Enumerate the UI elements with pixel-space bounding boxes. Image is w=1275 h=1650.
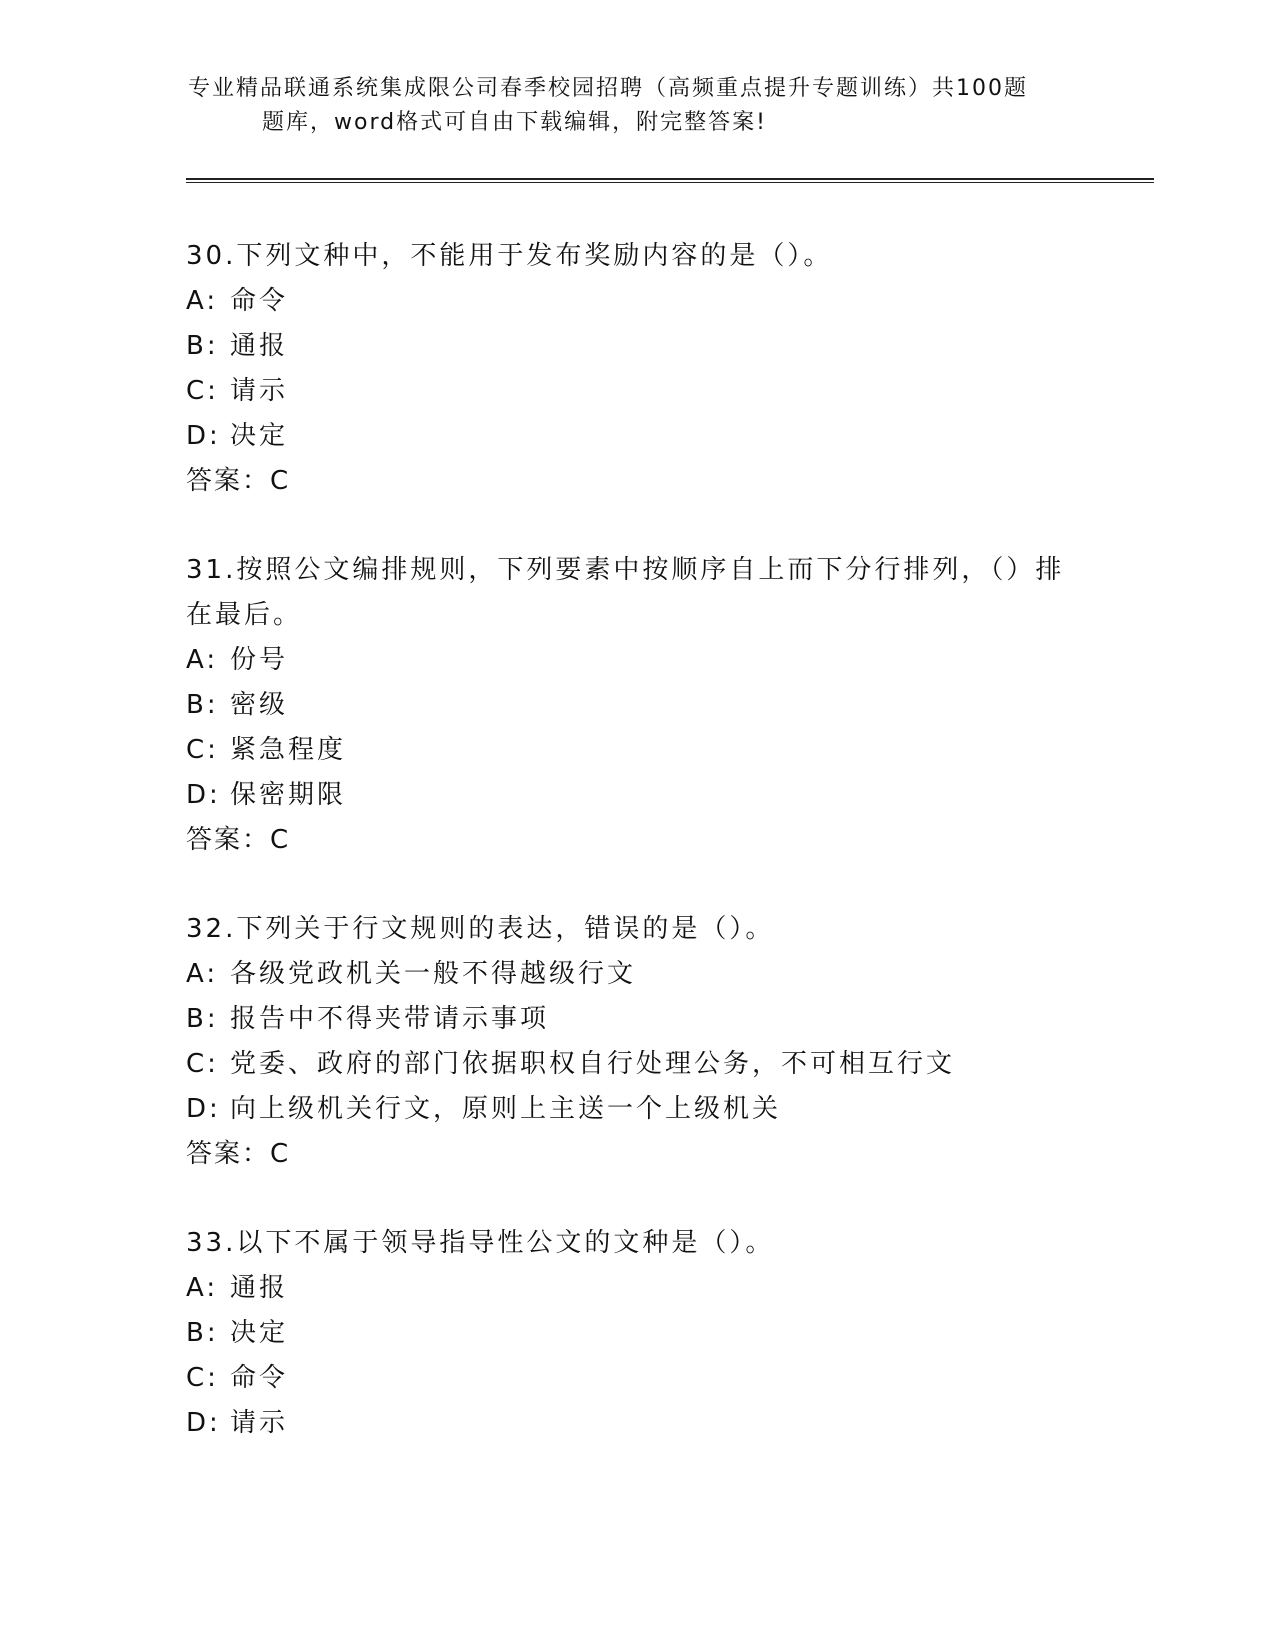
option-key: B:: [186, 1004, 219, 1034]
option-text: 紧急程度: [230, 735, 347, 765]
option-key: D:: [186, 780, 221, 810]
option-text: 请示: [230, 376, 289, 406]
option-a: [186, 952, 1086, 997]
option-key: D:: [186, 1094, 221, 1124]
option-key: C:: [186, 1049, 219, 1079]
header-title-line2: 题库，word格式可自由下载编辑，附完整答案!: [262, 110, 767, 135]
option-key: D:: [186, 1408, 221, 1438]
option-b: [186, 683, 1086, 728]
option-b: [186, 324, 1086, 369]
option-text: 报告中不得夹带请示事项: [230, 1004, 550, 1034]
question-stem: 32.下列关于行文规则的表达，错误的是（）。: [186, 914, 775, 944]
option-text: 保密期限: [230, 780, 347, 810]
option-c: [186, 728, 1086, 773]
option-text: 命令: [230, 286, 289, 316]
option-c: [186, 1042, 1086, 1087]
option-key: B:: [186, 690, 219, 720]
question-stem: 31.按照公文编排规则，下列要素中按顺序自上而下分行排列，（）排在最后。: [186, 555, 1065, 630]
option-key: A:: [186, 959, 219, 989]
option-text: 通报: [230, 1273, 289, 1303]
option-b: [186, 1311, 1086, 1356]
question-stem: 33.以下不属于领导指导性公文的文种是（）。: [186, 1228, 775, 1258]
option-d: [186, 1087, 1086, 1132]
option-key: C:: [186, 376, 219, 406]
option-key: D:: [186, 421, 221, 451]
option-d: [186, 414, 1086, 459]
option-d: [186, 1401, 1086, 1446]
answer: 答案：C: [186, 1139, 291, 1169]
option-a: [186, 638, 1086, 683]
question-stem: 30.下列文种中，不能用于发布奖励内容的是（）。: [186, 241, 833, 271]
answer: 答案：C: [186, 825, 291, 855]
header-title-line1: 专业精品联通系统集成限公司春季校园招聘（高频重点提升专题训练）共100题: [188, 76, 1028, 101]
option-a: [186, 1266, 1086, 1311]
option-key: C:: [186, 1363, 219, 1393]
option-key: A:: [186, 286, 219, 316]
option-c: [186, 369, 1086, 414]
option-text: 决定: [230, 1318, 289, 1348]
option-d: [186, 773, 1086, 818]
option-key: C:: [186, 735, 219, 765]
option-text: 向上级机关行文，原则上主送一个上级机关: [230, 1094, 782, 1124]
option-text: 命令: [230, 1363, 289, 1393]
option-b: [186, 997, 1086, 1042]
option-key: B:: [186, 331, 219, 361]
option-key: B:: [186, 1318, 219, 1348]
option-a: [186, 279, 1086, 324]
option-text: 密级: [230, 690, 289, 720]
header-divider: [186, 178, 1154, 183]
option-key: A:: [186, 1273, 219, 1303]
question-list: [186, 234, 1086, 1490]
option-c: [186, 1356, 1086, 1401]
question-32: [186, 907, 1086, 1177]
option-text: 请示: [230, 1408, 289, 1438]
document-header: [188, 72, 1068, 140]
option-text: 决定: [230, 421, 289, 451]
option-text: 份号: [230, 645, 289, 675]
option-text: 党委、政府的部门依据职权自行处理公务，不可相互行文: [230, 1049, 956, 1079]
question-30: [186, 234, 1086, 504]
answer: 答案：C: [186, 466, 291, 496]
option-key: A:: [186, 645, 219, 675]
question-33: [186, 1221, 1086, 1446]
option-text: 各级党政机关一般不得越级行文: [230, 959, 637, 989]
option-text: 通报: [230, 331, 289, 361]
question-31: [186, 548, 1086, 863]
